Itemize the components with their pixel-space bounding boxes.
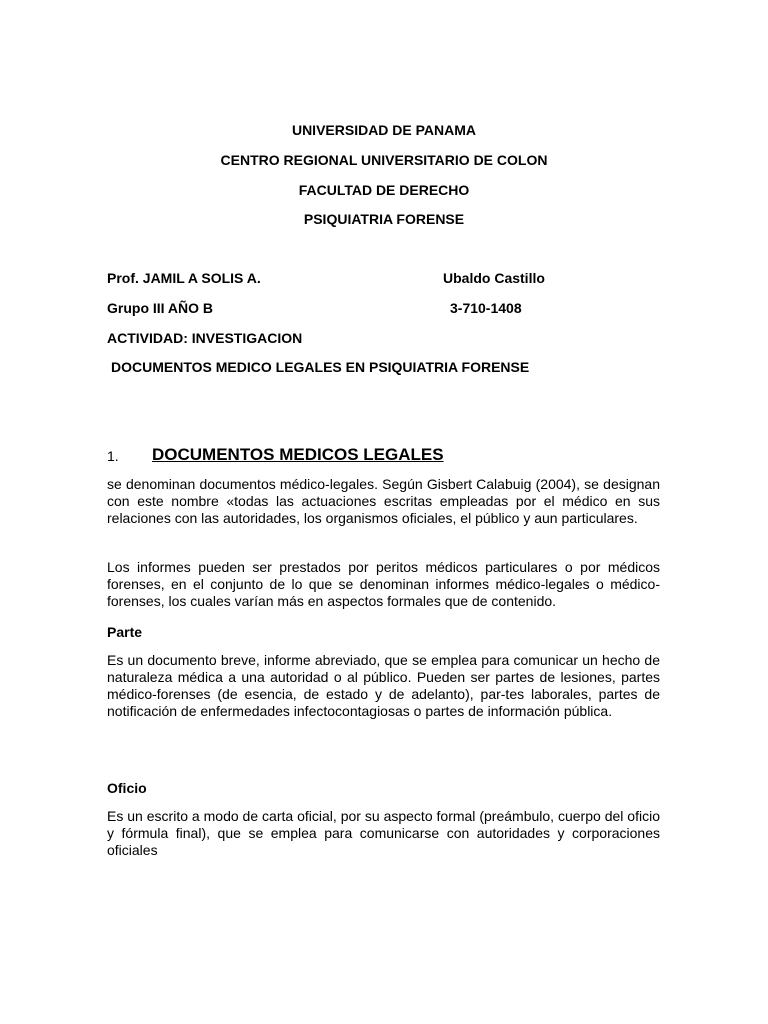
section-heading: DOCUMENTOS MEDICOS LEGALES bbox=[152, 445, 444, 464]
activity-label: ACTIVIDAD: INVESTIGACION bbox=[107, 330, 303, 346]
paragraph-parte: Es un documento breve, informe abreviado, que se emplea para comunicar un hecho de naturaleza médica a una autoridad o al público. Pueden ser partes de lesiones, partes médico-forenses (de esencia, de estado y de adelanto), par-tes laborales, partes de notificación de enfermedades infectocontagiosas o partes de información pública. bbox=[107, 652, 660, 719]
paragraph-informes: Los informes pueden ser prestados por peritos médicos particulares o por médicos forenses, en el conjunto de lo que se denominan informes médico-legales o médico-forenses, los cuales varían más en aspectos formales que de contenido. bbox=[107, 559, 660, 609]
topic-title: DOCUMENTOS MEDICO LEGALES EN PSIQUIATRIA FORENSE bbox=[111, 359, 530, 375]
faculty-name: FACULTAD DE DERECHO bbox=[298, 182, 470, 198]
student-id: 3-710-1408 bbox=[450, 300, 522, 316]
subheading-oficio: Oficio bbox=[107, 780, 147, 796]
paragraph-oficio: Es un escrito a modo de carta oficial, por su aspecto formal (preámbulo, cuerpo del oficio y fórmula final), que se emplea para comunicarse con autoridades y corporaciones oficiales bbox=[107, 808, 660, 858]
student-name: Ubaldo Castillo bbox=[443, 270, 545, 286]
university-name: UNIVERSIDAD DE PANAMA bbox=[291, 122, 477, 138]
professor-name: Prof. JAMIL A SOLIS A. bbox=[107, 270, 261, 286]
group-label: Grupo III AÑO B bbox=[107, 300, 214, 316]
regional-center: CENTRO REGIONAL UNIVERSITARIO DE COLON bbox=[220, 152, 548, 168]
paragraph-definition: se denominan documentos médico-legales. Según Gisbert Calabuig (2004), se designan con este nombre «todas las actuaciones escritas empleadas por el médico en sus relaciones con las autoridades, los organismos oficiales, el público y aun particulares. bbox=[107, 476, 660, 526]
course-name: PSIQUIATRIA FORENSE bbox=[303, 211, 465, 227]
subheading-parte: Parte bbox=[107, 624, 143, 640]
section-number: 1. bbox=[107, 448, 119, 464]
